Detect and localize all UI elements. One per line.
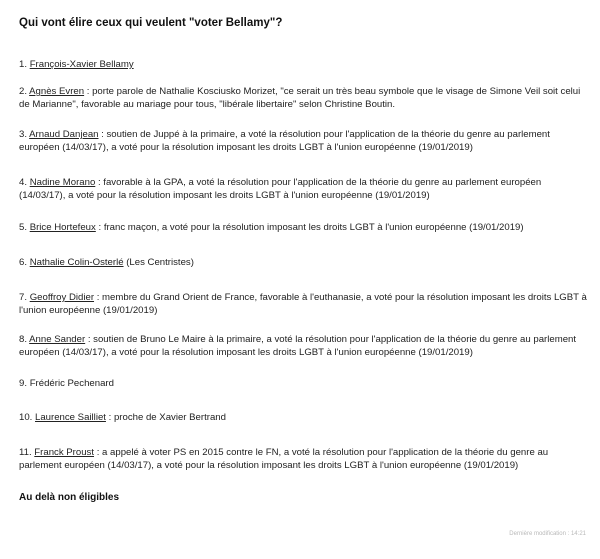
- last-modified-label: Dernière modification : 14:21: [509, 531, 586, 537]
- item-number: 1.: [19, 59, 28, 70]
- item-number: 5.: [19, 222, 28, 233]
- item-description: : a appelé à voter PS en 2015 contre le FN, a voté la résolution pour l'application de la théorie du genre au parlement européen (14/03/17), a voté pour la résolution imposant les droits LGBT à l'union européenne (19/01/2019): [19, 447, 549, 471]
- candidate-link[interactable]: Nathalie Colin-Osterlé: [29, 257, 124, 268]
- item-description: : proche de Xavier Bertrand: [108, 412, 226, 423]
- item-number: 9.: [19, 378, 28, 389]
- item-description: : favorable à la GPA, a voté la résolution pour l'application de la théorie du genre au parlement européen (14/03/17), a voté pour la résolution imposant les droits LGBT à l'union européenne (19/01/2019): [19, 177, 542, 201]
- page-title: Qui vont élire ceux qui veulent "voter Bellamy"?: [19, 17, 283, 29]
- item-description: : porte parole de Nathalie Kosciusko Morizet, "ce serait un très beau symbole que le visage de Simone Veil soit celui de Marianne", favorable au mariage pour tous, "libérale libertaire" selon Christine Boutin.: [19, 86, 581, 110]
- list-item-4: [19, 177, 589, 202]
- item-number: 3.: [19, 129, 28, 140]
- list-item-9: [19, 378, 589, 391]
- item-number: 4.: [19, 177, 28, 188]
- item-description: : membre du Grand Orient de France, favorable à l'euthanasie, a voté pour la résolution imposant les droits LGBT à l'union européenne (19/01/2019): [19, 292, 587, 316]
- candidate-link[interactable]: Laurence Sailliet: [35, 412, 106, 423]
- item-description: : soutien de Juppé à la primaire, a voté la résolution pour l'application de la théorie du genre au parlement européen (14/03/17), a voté pour la résolution imposant les droits LGBT à l'union européenne (19/01/2019): [19, 129, 550, 153]
- candidate-link[interactable]: Agnès Evren: [29, 86, 85, 97]
- candidate-link[interactable]: Franck Proust: [34, 447, 95, 458]
- item-description: Frédéric Pechenard: [29, 378, 114, 389]
- list-item-6: [19, 257, 589, 270]
- footer-note: Au delà non éligibles: [19, 492, 120, 503]
- item-description: : soutien de Bruno Le Maire à la primaire, a voté la résolution pour l'application de la théorie du genre au parlement européen (14/03/17), a voté pour la résolution imposant les droits LGBT à l'union européenne (19/01/2019): [19, 334, 577, 358]
- list-item-10: [19, 412, 589, 425]
- item-description: : franc maçon, a voté pour la résolution imposant les droits LGBT à l'union européenne (19/01/2019): [98, 222, 524, 233]
- candidate-link[interactable]: Nadine Morano: [29, 177, 96, 188]
- item-number: 8.: [19, 334, 28, 345]
- item-number: 7.: [19, 292, 28, 303]
- item-number: 10.: [19, 412, 33, 423]
- candidate-link[interactable]: Geoffroy Didier: [29, 292, 95, 303]
- candidate-link[interactable]: Brice Hortefeux: [29, 222, 96, 233]
- list-item-2: [19, 86, 589, 111]
- candidate-link[interactable]: Anne Sander: [29, 334, 86, 345]
- item-number: 6.: [19, 257, 28, 268]
- list-item-1: [19, 59, 589, 72]
- list-item-3: [19, 129, 589, 154]
- item-number: 11.: [19, 447, 32, 458]
- item-number: 2.: [19, 86, 28, 97]
- list-item-8: [19, 334, 589, 359]
- list-item-5: [19, 222, 589, 235]
- candidate-link[interactable]: François-Xavier Bellamy: [29, 59, 134, 70]
- list-item-11: [19, 447, 589, 472]
- candidate-link[interactable]: Arnaud Danjean: [29, 129, 99, 140]
- item-description: (Les Centristes): [126, 257, 194, 268]
- list-item-7: [19, 292, 589, 317]
